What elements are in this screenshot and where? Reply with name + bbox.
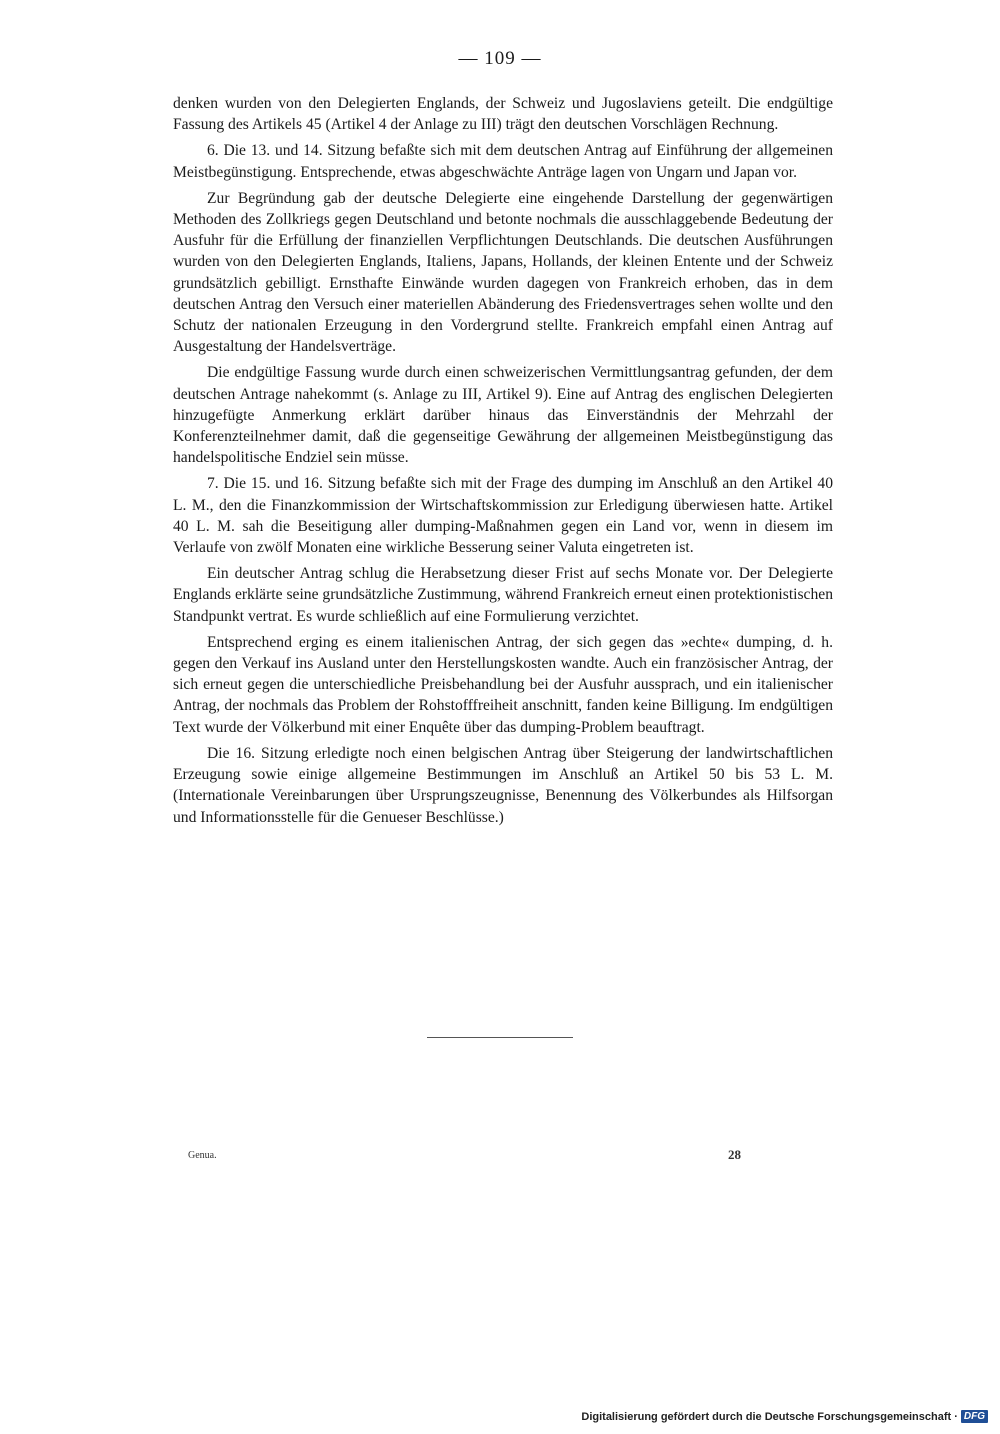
paragraph: Zur Begründung gab der deutsche Delegierte eine eingehende Darstellung der gegenwärtigen Methoden des Zollkriegs gegen Deutschland und betonte nochmals die ausschlaggebende Bedeutung der Ausfuhr für die Erfüllung der finanziellen Verpflichtungen Deutschlands. Die deutschen Ausführungen wurden von den Delegierten Englands, Italiens, Japans, Hollands, der kleinen Entente und der Schweiz grundsätzlich gebilligt. Ernsthafte Einwände wurden dagegen von Frankreich erhoben, das in dem deutschen Antrag den Versuch einer materiellen Abänderung des Friedensvertrages sehen wollte und den Schutz der nationalen Erzeugung in den Vordergrund stellte. Frankreich empfahl einen Antrag auf Ausgestaltung der Handelsverträge. (173, 189, 833, 356)
paragraph: Ein deutscher Antrag schlug die Herabsetzung dieser Frist auf sechs Monate vor. Der Delegierte Englands erklärte seine grundsätzliche Zustimmung, während Frankreich erneut einen protektionistischen Standpunkt vertrat. Es wurde schließlich auf eine Formulierung verzichtet. (173, 565, 833, 625)
footer-signature-right: 28 (728, 1147, 741, 1162)
section-separator (427, 1037, 573, 1038)
paragraph: Die endgültige Fassung wurde durch einen schweizerischen Vermittlungsantrag gefunden, der dem deutschen Antrage nahekommt (s. Anlage zu III, Artikel 9). Eine auf Antrag des englischen Delegierten hinzugefügte Anmerkung erklärt darüber hinaus das Einverständnis der Mehrzahl der Konferenzteilnehmer damit, daß die gegenseitige Gewährung der allgemeinen Meistbegünstigung das handelspolitische Endziel sein müsse. (173, 364, 833, 467)
body-text (173, 93, 833, 833)
paragraph: Die 16. Sitzung erledigte noch einen belgischen Antrag über Steigerung der landwirtschaftlichen Erzeugung sowie einige allgemeine Bestimmungen im Anschluß an Artikel 50 bis 53 L. M. (Internationale Vereinbarungen über Ursprungszeugnisse, Benennung des Völkerbundes als Hilfsorgan und Informationsstelle für die Genueser Beschlüsse.) (173, 744, 833, 826)
paragraph: 6. Die 13. und 14. Sitzung befaßte sich mit dem deutschen Antrag auf Einführung der allgemeinen Meistbegünstigung. Entsprechende, etwas abgeschwächte Anträge lagen von Ungarn und Japan vor. (173, 142, 833, 181)
paragraph: 7. Die 15. und 16. Sitzung befaßte sich mit der Frage des dumping im Anschluß an den Artikel 40 L. M., den die Finanzkommission der Wirtschaftskommission zur Erledigung überwiesen hatte. Artikel 40 L. M. sah die Beseitigung aller dumping-Maßnahmen gegen ein Land vor, wenn in diesem im Verlaufe von zwölf Monaten eine wirkliche Besserung seiner Valuta eingetreten ist. (173, 475, 833, 557)
paragraph: denken wurden von den Delegierten Englands, der Schweiz und Jugoslaviens geteilt. Die endgültige Fassung des Artikels 45 (Artikel 4 der Anlage zu III) trägt den deutschen Vorschlägen Rechnung. (173, 95, 833, 134)
paragraph: Entsprechend erging es einem italienischen Antrag, der sich gegen das »echte« dumping, d. h. gegen den Verkauf ins Ausland unter den Herstellungskosten wandte. Auch ein französischer Antrag, der sich erneut gegen die unterschiedliche Preisbehandlung bei der Ausfuhr aussprach, und ein italienischer Antrag, der nochmals das Problem der Rohstofffreiheit anschnitt, fanden keine Billigung. Im endgültigen Text wurde der Völkerbund mit einer Enquête über das dumping-Problem beauftragt. (173, 633, 833, 736)
footer-signature-left: Genua. (188, 1150, 217, 1161)
digitization-credit (581, 1410, 988, 1423)
dfg-logo-icon: DFG (961, 1410, 988, 1423)
page-number: — 109 — (458, 48, 542, 69)
digitization-note: Digitalisierung gefördert durch die Deutsche Forschungsgemeinschaft · (581, 1410, 958, 1423)
